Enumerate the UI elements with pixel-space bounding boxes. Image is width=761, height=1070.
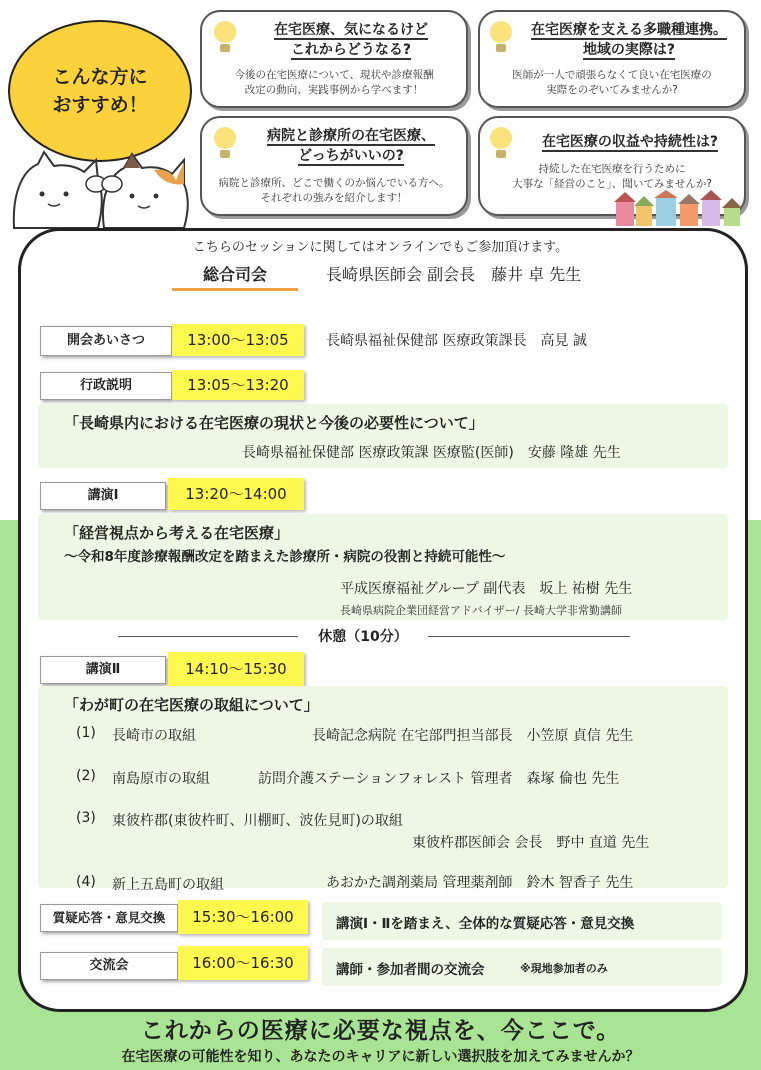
mc-label: 総合司会	[172, 262, 298, 291]
exchange-desc: 講師・参加者間の交流会	[336, 962, 485, 978]
opening-speaker: 長崎県福祉保健部 医療政策課長 高見 誠	[326, 333, 587, 349]
recommend-badge	[8, 20, 192, 162]
footer-subline: 在宅医療の可能性を知り、あなたのキャリアに新しい選択肢を加えてみませんか？	[121, 1049, 640, 1065]
exchange-note: ※現地参加者のみ	[520, 962, 608, 975]
card-desc: 改定の動向、実践事例から学べます！	[244, 84, 424, 96]
lecture2-item-speaker: 長崎記念病院 在宅部門担当部長 小笠原 貞信 先生	[312, 728, 634, 744]
lecture2-item-topic: 新上五島町の取組	[112, 877, 224, 893]
card-title: 在宅医療を支える多職種連携。	[531, 22, 727, 38]
feature-card-1	[200, 10, 468, 108]
card-desc: それぞれの強みを紹介します！	[260, 192, 408, 204]
lecture2-item-num: (3)	[76, 810, 96, 826]
admin-label: 行政説明	[40, 372, 172, 400]
lecture2-title: 「わが町の在宅医療の取組について」	[64, 696, 319, 714]
card-desc: 持続した在宅医療を行うために	[538, 163, 686, 175]
opening-label: 開会あいさつ	[40, 326, 172, 356]
lightbulb-icon	[210, 18, 240, 58]
break-label: 休憩（10分）	[318, 629, 408, 645]
card-title: これからどうなる?	[290, 42, 412, 58]
feature-card-2	[478, 10, 746, 108]
card-title: 病院と診療所の在宅医療、	[267, 128, 435, 144]
admin-title: 「長崎県内における在宅医療の現状と今後の必要性について」	[64, 414, 484, 432]
card-title: 地域の実際は?	[582, 42, 676, 58]
lecture2-item-speaker: 東彼杵郡医師会 会長 野中 直道 先生	[412, 835, 650, 851]
lecture1-time: 13:20〜14:00	[168, 478, 304, 510]
opening-time: 13:00〜13:05	[172, 324, 304, 356]
footer-headline: これからの医療に必要な視点を、今ここで。	[140, 1018, 621, 1044]
recommend-line1: こんな方に	[52, 66, 148, 88]
lecture1-title: 「経営視点から考える在宅医療」	[64, 524, 290, 542]
lightbulb-icon	[210, 124, 240, 164]
exchange-time: 16:00〜16:30	[178, 946, 308, 980]
recommend-line2: おすすめ！	[52, 94, 148, 116]
qa-label: 質疑応答・意見交換	[40, 904, 178, 932]
mc-name: 長崎県医師会 副会長 藤井 卓 先生	[326, 265, 582, 284]
exchange-label: 交流会	[40, 952, 178, 980]
card-desc: 病院と診療所、どこで働くのか悩んでいる方へ。	[218, 177, 450, 189]
admin-speaker: 長崎県福祉保健部 医療政策課 医療監(医師) 安藤 隆雄 先生	[242, 445, 621, 461]
qa-desc: 講演Ⅰ・Ⅱを踏まえ、全体的な質疑応答・意見交換	[336, 916, 635, 932]
cats-illustration	[4, 150, 204, 230]
feature-card-3	[200, 116, 468, 216]
card-desc: 大事な「経営のこと」、聞いてみませんか?	[512, 178, 712, 190]
lecture2-time: 14:10〜15:30	[168, 652, 304, 686]
online-note: こちらのセッションに関してはオンラインでもご参加頂けます。	[192, 240, 569, 255]
lecture2-label: 講演Ⅱ	[40, 656, 166, 684]
lecture1-subtitle: 〜令和8年度診療報酬改定を踏まえた診療所・病院の役割と持続可能性〜	[64, 549, 506, 565]
card-title: 在宅医療、気になるけど	[274, 22, 428, 38]
lecture2-item-topic: 東彼杵郡(東彼杵町、川棚町、波佐見町)の取組	[112, 813, 403, 829]
town-illustration	[612, 190, 742, 226]
lecture2-item-topic: 南島原市の取組	[112, 771, 210, 787]
qa-time: 15:30〜16:00	[178, 900, 308, 934]
lecture1-label: 講演Ⅰ	[40, 482, 166, 510]
lecture2-item-speaker: 訪問介護ステーションフォレスト 管理者 森塚 倫也 先生	[258, 771, 620, 787]
lecture2-item-num: (1)	[76, 725, 96, 741]
lecture1-speaker: 平成医療福祉グループ 副代表 坂上 祐樹 先生	[340, 581, 633, 597]
lightbulb-icon	[486, 18, 516, 58]
card-desc: 実際をのぞいてみませんか?	[546, 84, 678, 96]
admin-time: 13:05〜13:20	[172, 370, 304, 400]
lecture2-item-num: (2)	[76, 768, 96, 784]
lecture2-item-num: (4)	[76, 874, 96, 890]
card-desc: 今後の在宅医療について、現状や診療報酬	[234, 69, 434, 81]
lightbulb-icon	[486, 124, 516, 164]
lecture2-item-topic: 長崎市の取組	[112, 728, 196, 744]
break-divider	[118, 636, 298, 637]
card-desc: 医師が一人で頑張らなくて良い在宅医療の	[512, 69, 712, 81]
break-divider	[428, 636, 630, 637]
lecture1-affiliation: 長崎県病院企業団経営アドバイザー/ 長崎大学非常勤講師	[340, 604, 622, 617]
card-title: どっちがいいの?	[298, 148, 404, 164]
lecture2-item-speaker: あおかた調剤薬局 管理薬剤師 鈴木 智香子 先生	[326, 875, 634, 891]
card-title: 在宅医療の収益や持続性は?	[541, 134, 719, 150]
